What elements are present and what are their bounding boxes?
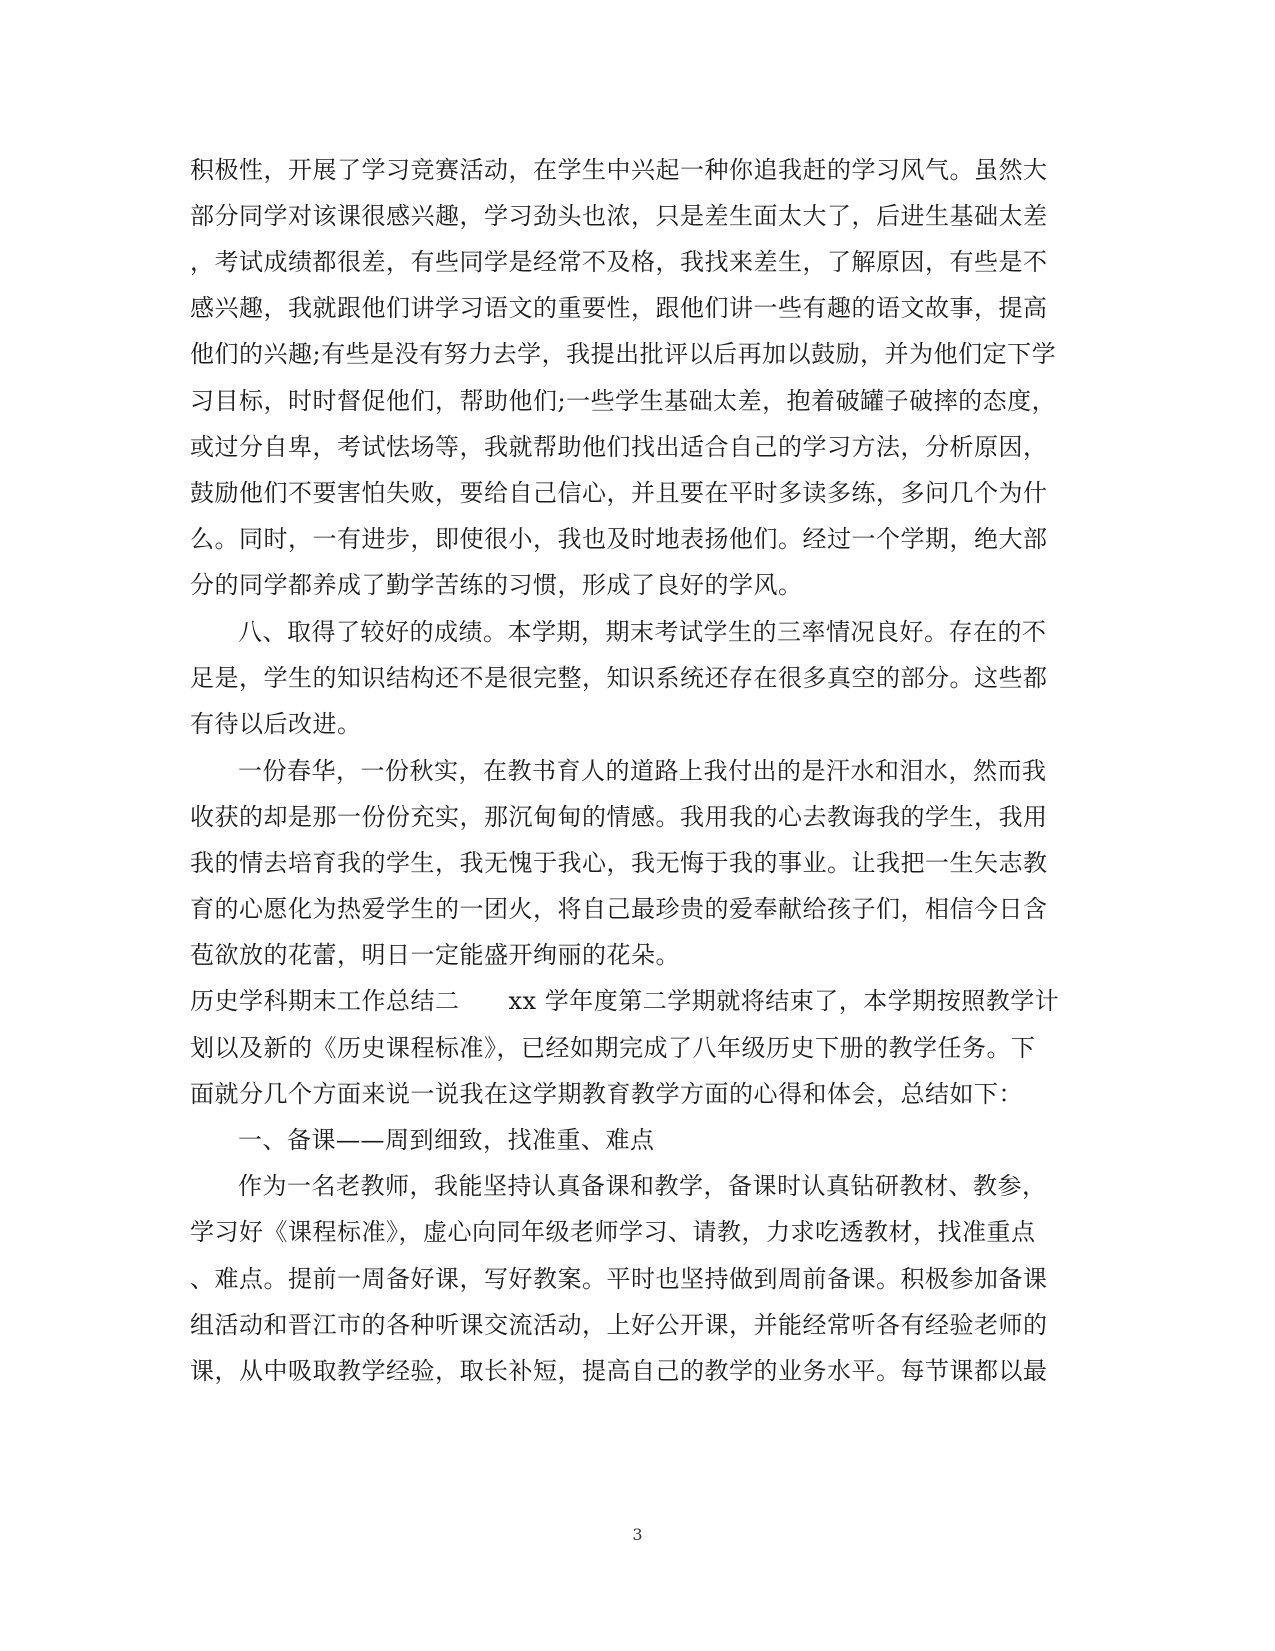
text-line: 划以及新的《历史课程标准》，已经如期完成了八年级历史下册的教学任务。下 <box>190 1034 1036 1062</box>
text-line: 组活动和晋江市的各种听课交流活动，上好公开课，并能经常听各有经验老师的 <box>190 1311 1048 1339</box>
text-line: 他们的兴趣;有些是没有努力去学，我提出批评以后再加以鼓励，并为他们定下学 <box>190 340 1057 368</box>
paragraph-start-line: 作为一名老教师，我能坚持认真备课和教学，备课时认真钻研教材、教参， <box>238 1172 1047 1200</box>
text-line: 分的同学都养成了勤学苦练的习惯，形成了良好的学风。 <box>190 571 803 599</box>
text-line: 收获的却是那一份份充实，那沉甸甸的情感。我用我的心去教诲我的学生，我用 <box>190 803 1048 831</box>
paragraph-start-line: 八、取得了较好的成绩。本学期，期末考试学生的三率情况良好。存在的不 <box>238 618 1047 646</box>
section-title-line: 历史学科期末工作总结二 xx 学年度第二学期就将结束了，本学期按照教学计 <box>190 987 1060 1015</box>
text-line: 苞欲放的花蕾，明日一定能盛开绚丽的花朵。 <box>190 941 680 969</box>
text-line: 我的情去培育我的学生，我无愧于我心，我无悔于我的事业。让我把一生矢志教 <box>190 849 1048 877</box>
text-line: ，考试成绩都很差，有些同学是经常不及格，我找来差生，了解原因，有些是不 <box>190 248 1048 276</box>
text-line: 习目标，时时督促他们，帮助他们;一些学生基础太差，抱着破罐子破摔的态度， <box>190 387 1057 415</box>
text-line: 鼓励他们不要害怕失败，要给自己信心，并且要在平时多读多练，多问几个为什 <box>190 479 1048 507</box>
text-line: 有待以后改进。 <box>190 710 362 738</box>
text-line: 面就分几个方面来说一说我在这学期教育教学方面的心得和体会，总结如下： <box>190 1080 1023 1108</box>
text-line: 么。同时，一有进步，即使很小，我也及时地表扬他们。经过一个学期，绝大部 <box>190 525 1048 553</box>
page-number: 3 <box>632 1525 643 1544</box>
text-line: 、难点。提前一周备好课，写好教案。平时也坚持做到周前备课。积极参加备课 <box>190 1265 1048 1293</box>
paragraph-start-line: 一份春华，一份秋实，在教书育人的道路上我付出的是汗水和泪水，然而我 <box>238 757 1047 785</box>
subheading-line: 一、备课——周到细致，找准重、难点 <box>238 1126 655 1154</box>
text-line: 或过分自卑，考试怯场等，我就帮助他们找出适合自己的学习方法，分析原因， <box>190 433 1048 461</box>
text-line: 积极性，开展了学习竞赛活动，在学生中兴起一种你追我赶的学习风气。虽然大 <box>190 156 1048 184</box>
text-line: 育的心愿化为热爱学生的一团火，将自己最珍贵的爱奉献给孩子们，相信今日含 <box>190 895 1048 923</box>
text-line: 感兴趣，我就跟他们讲学习语文的重要性，跟他们讲一些有趣的语文故事，提高 <box>190 294 1048 322</box>
text-line: 足是，学生的知识结构还不是很完整，知识系统还存在很多真空的部分。这些都 <box>190 664 1048 692</box>
text-line: 课，从中吸取教学经验，取长补短，提高自己的教学的业务水平。每节课都以最 <box>190 1357 1048 1385</box>
text-line: 部分同学对该课很感兴趣，学习劲头也浓，只是差生面太大了，后进生基础太差 <box>190 202 1048 230</box>
text-line: 学习好《课程标准》，虚心向同年级老师学习、请教，力求吃透教材，找准重点 <box>190 1218 1036 1246</box>
